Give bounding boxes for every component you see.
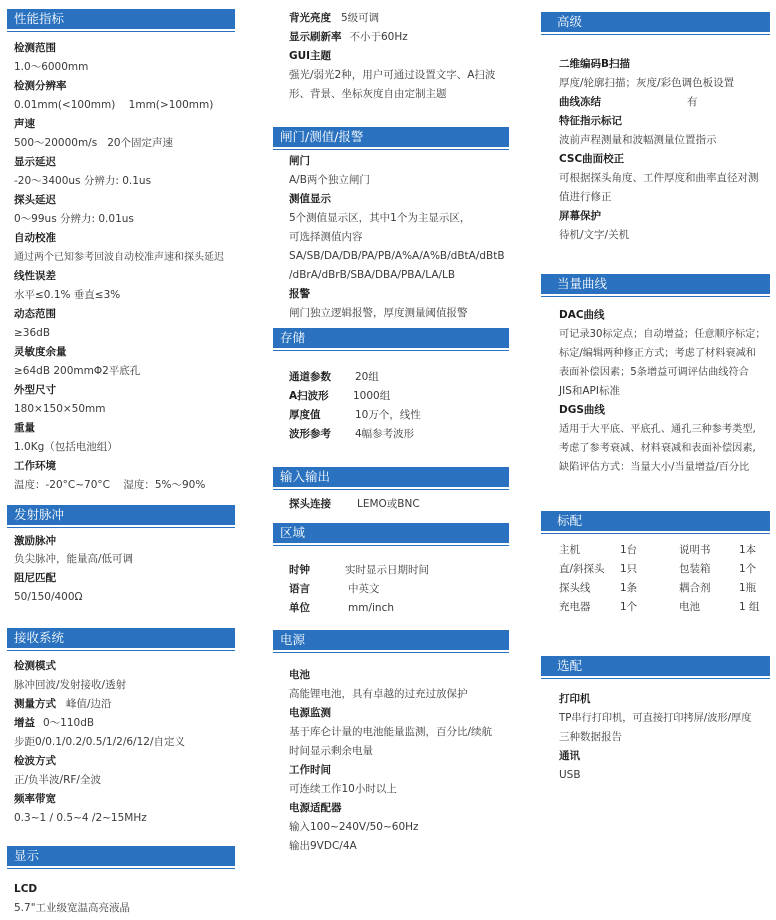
spec-title-probe-delay: 探头延迟: [14, 194, 56, 206]
spec-value-gain-step: 步距0/0.1/0.2/0.5/1/2/6/12/自定义: [14, 736, 185, 748]
spec-value-unit: mm/inch: [348, 602, 394, 614]
spec-value-gui-theme-2: 形、背景、坐标灰度自由定制主题: [289, 88, 447, 100]
spec-value-probe-conn: LEMO或BNC: [357, 498, 420, 510]
spec-value-gui-theme-1: 强光/弱光2种，用户可通过设置文字、A扫波: [289, 69, 496, 81]
spec-value-dynamic-range: ≥36dB: [14, 327, 51, 339]
spec-value-measure-display-2: 可选择测值内容: [289, 231, 363, 243]
spec-value-measure: 峰值/边沿: [66, 698, 112, 710]
item-name: 包装箱: [679, 563, 711, 575]
spec-title-backlight: 背光亮度: [289, 12, 331, 24]
spec-title-auto-calibration: 自动校准: [14, 232, 56, 244]
spec-row-channels: [289, 371, 379, 384]
spec-row-gain: [14, 717, 94, 730]
spec-title-detector: 检波方式: [14, 755, 56, 767]
spec-value-bandwidth: 0.3~1 / 0.5~4 /2~15MHz: [14, 812, 147, 824]
spec-value-probe-delay: 0～99us 分辨力: 0.01us: [14, 213, 134, 225]
spec-value-csc-2: 值进行修正: [559, 191, 612, 203]
section-header-region: 区域: [273, 523, 509, 543]
spec-title-display-delay: 显示延迟: [14, 156, 56, 168]
spec-value-dac-2: 标定/编辑两种修正方式；考虑了材料衰减和: [559, 348, 756, 359]
spec-title-weight: 重量: [14, 422, 35, 434]
spec-title-lcd: LCD: [14, 883, 38, 895]
spec-row-thickness: [289, 409, 421, 422]
spec-title-dimensions: 外型尺寸: [14, 384, 56, 396]
spec-row-wave-ref: [289, 428, 414, 441]
spec-title-resolution: 检测分辨率: [14, 80, 67, 92]
spec-value-excitation: 负尖脉冲，能量高/低可调: [14, 553, 134, 565]
section-header-optional: 选配: [541, 656, 770, 676]
spec-value-backlight: 5级可调: [341, 12, 380, 24]
spec-row-freeze: [559, 96, 698, 109]
spec-value-language: 中英文: [348, 583, 380, 595]
spec-title-environment: 工作环境: [14, 460, 56, 472]
list-item: [559, 563, 756, 576]
spec-title-battery: 电池: [289, 669, 310, 681]
spec-title-alarm: 报警: [289, 288, 310, 300]
spec-value-lcd: 5.7"工业级宽温高亮液晶: [14, 902, 131, 914]
spec-value-gain: 0～110dB: [43, 717, 95, 729]
spec-row-refresh: [289, 31, 408, 44]
spec-value-linearity: 水平≤0.1% 垂直≤3%: [14, 289, 121, 301]
spec-value-weight: 1.0Kg（包括电池组）: [14, 441, 118, 453]
spec-title-work-time: 工作时间: [289, 764, 331, 776]
spec-value-encoder: 厚度/轮廓扫描；灰度/彩色调色板设置: [559, 77, 735, 89]
spec-title-clock: 时钟: [289, 564, 310, 576]
spec-value-ascan: 1000组: [353, 390, 391, 402]
spec-value-dac-3: 表面补偿因素；5条增益可调评估曲线符合: [559, 367, 749, 378]
item-name: 充电器: [559, 601, 591, 613]
spec-value-sensitivity: ≥64dB 200mmΦ2平底孔: [14, 365, 141, 377]
spec-row-unit: [289, 602, 394, 615]
spec-title-communication: 通讯: [559, 750, 580, 762]
spec-value-adapter-2: 输出9VDC/4A: [289, 840, 357, 852]
item-name: 主机: [559, 544, 580, 556]
spec-value-measure-display-4: /dBrA/dBrB/SBA/DBA/PBA/LA/LB: [289, 269, 456, 281]
spec-value-refresh: 不小于60Hz: [349, 31, 408, 43]
section-header-performance: 性能指标: [7, 9, 235, 29]
spec-title-unit: 单位: [289, 602, 310, 614]
spec-value-channels: 20组: [355, 371, 379, 383]
spec-title-power-monitor: 电源监测: [289, 707, 331, 719]
spec-value-printer-2: 三种数据报告: [559, 731, 622, 743]
spec-value-resolution: 0.01mm(<100mm) 1mm(>100mm): [14, 99, 214, 111]
spec-value-thickness: 10万个，线性: [355, 409, 421, 421]
spec-value-dgs-2: 考虑了参考衰减、材料衰减和表面补偿因素,: [559, 443, 756, 454]
spec-value-wave-ref: 4幅参考波形: [355, 428, 415, 440]
spec-value-power-monitor-2: 时间显示剩余电量: [289, 745, 373, 757]
spec-value-measure-display-3: SA/SB/DA/DB/PA/PB/A%A/A%B/dBtA/dBtB: [289, 250, 505, 262]
spec-title-probe-conn: 探头连接: [289, 498, 331, 510]
spec-title-sensitivity: 灵敏度余量: [14, 346, 67, 358]
spec-title-dac: DAC曲线: [559, 309, 605, 321]
spec-title-gate: 闸门: [289, 155, 310, 167]
item-qty: 1条: [620, 582, 638, 594]
spec-title-csc: CSC曲面校正: [559, 153, 625, 165]
spec-value-auto-calibration: 通过两个已知参考回波自动校准声速和探头延迟: [14, 252, 224, 263]
section-header-receiver: 接收系统: [7, 628, 235, 648]
spec-value-communication: USB: [559, 769, 581, 781]
spec-value-freeze: 有: [687, 96, 698, 108]
spec-title-channels: 通道参数: [289, 371, 331, 383]
spec-value-measure-display-1: 5个测值显示区，其中1个为主显示区，: [289, 212, 471, 224]
spec-title-bandwidth: 频率带宽: [14, 793, 56, 805]
spec-title-range: 检测范围: [14, 42, 56, 54]
list-item: [559, 544, 756, 557]
spec-value-dac-1: 可记录30标定点；自动增益；任意顺序标定；: [559, 329, 766, 340]
section-header-display: 显示: [7, 846, 235, 866]
spec-title-measure: 测量方式: [14, 698, 56, 710]
item-qty: 1瓶: [739, 582, 757, 594]
spec-title-velocity: 声速: [14, 118, 35, 130]
spec-value-dgs-1: 适用于大平底、平底孔、通孔三种参考类型,: [559, 424, 756, 435]
section-header-io: 输入输出: [273, 467, 509, 487]
spec-title-refresh: 显示刷新率: [289, 31, 342, 43]
spec-value-power-monitor-1: 基于库仑计量的电池能量监测，百分比/续航: [289, 726, 493, 738]
spec-title-dgs: DGS曲线: [559, 404, 605, 416]
spec-row-probe-conn: [289, 498, 420, 511]
spec-value-work-time: 可连续工作10小时以上: [289, 783, 397, 795]
section-header-power: 电源: [273, 630, 509, 650]
spec-title-adapter: 电源适配器: [289, 802, 342, 814]
item-name: 电池: [679, 601, 700, 613]
spec-value-alarm: 闸门独立逻辑报警，厚度测量阈值报警: [289, 307, 468, 319]
spec-value-range: 1.0～6000mm: [14, 61, 89, 73]
spec-value-dgs-3: 缺陷评估方式：当量大小/当量增益/百分比: [559, 462, 750, 473]
item-qty: 1个: [620, 601, 638, 613]
section-header-gate-alarm: 闸门/测值/报警: [273, 127, 509, 147]
spec-title-gui-theme: GUI主题: [289, 50, 332, 62]
item-name: 耦合剂: [679, 582, 711, 594]
section-header-standard: 标配: [541, 511, 770, 531]
item-name: 直/斜探头: [559, 563, 605, 575]
spec-value-environment: 温度：-20°C~70°C 湿度：5%～90%: [14, 479, 206, 491]
section-header-storage: 存储: [273, 328, 509, 348]
item-qty: 1 组: [739, 601, 760, 613]
spec-title-detection-mode: 检测模式: [14, 660, 56, 672]
spec-title-printer: 打印机: [559, 693, 591, 705]
section-header-curve: 当量曲线: [541, 274, 770, 294]
section-header-pulse: 发射脉冲: [7, 505, 235, 525]
spec-title-marker: 特征指示标记: [559, 115, 622, 127]
spec-value-csc-1: 可根据探头角度、工件厚度和曲率直径对测: [559, 172, 759, 184]
list-item: [559, 582, 756, 595]
spec-value-damping: 50/150/400Ω: [14, 591, 83, 603]
spec-title-linearity: 线性误差: [14, 270, 56, 282]
spec-value-detection-mode: 脉冲回波/发射接收/透射: [14, 679, 127, 691]
list-item: [559, 601, 760, 614]
spec-value-display-delay: -20～3400us 分辨力: 0.1us: [14, 175, 152, 187]
spec-title-wave-ref: 波形参考: [289, 428, 331, 440]
spec-value-screensaver: 待机/文字/关机: [559, 229, 630, 241]
spec-title-screensaver: 屏幕保护: [559, 210, 601, 222]
item-qty: 1个: [739, 563, 757, 575]
spec-value-dac-4: JIS和API标准: [559, 385, 620, 397]
spec-title-language: 语言: [289, 583, 310, 595]
item-name: 探头线: [559, 582, 591, 594]
spec-value-battery: 高能锂电池，具有卓越的过充过放保护: [289, 688, 468, 700]
spec-value-printer-1: TP串行打印机，可直接打印拷屏/波形/厚度: [559, 713, 752, 724]
spec-value-dimensions: 180×150×50mm: [14, 403, 106, 415]
spec-value-detector: 正/负半波/RF/全波: [14, 774, 101, 786]
spec-value-velocity: 500～20000m/s 20个固定声速: [14, 137, 174, 149]
spec-title-freeze: 曲线冻结: [559, 96, 601, 108]
spec-value-clock: 实时显示日期时间: [345, 564, 429, 576]
spec-title-encoder: 二维编码B扫描: [559, 58, 631, 70]
spec-title-ascan: A扫波形: [289, 390, 329, 402]
item-name: 说明书: [679, 544, 711, 556]
spec-row-ascan: [289, 390, 390, 403]
spec-title-dynamic-range: 动态范围: [14, 308, 56, 320]
item-qty: 1台: [620, 544, 638, 556]
spec-value-marker: 波前声程测量和波幅测量位置指示: [559, 134, 717, 146]
spec-row-backlight: [289, 12, 379, 25]
spec-title-measure-display: 测值显示: [289, 193, 331, 205]
spec-value-gate: A/B两个独立闸门: [289, 174, 370, 186]
spec-row-language: [289, 583, 380, 596]
section-header-advanced: 高级: [541, 12, 770, 32]
spec-row-measure: [14, 698, 112, 711]
spec-row-clock: [289, 564, 429, 577]
item-qty: 1只: [620, 563, 638, 575]
item-qty: 1本: [739, 544, 757, 556]
spec-title-gain: 增益: [14, 717, 35, 729]
spec-title-thickness: 厚度值: [289, 409, 321, 421]
spec-title-damping: 阻尼匹配: [14, 572, 56, 584]
spec-value-adapter-1: 输入100~240V/50~60Hz: [289, 821, 419, 833]
spec-title-excitation: 激励脉冲: [14, 535, 56, 547]
